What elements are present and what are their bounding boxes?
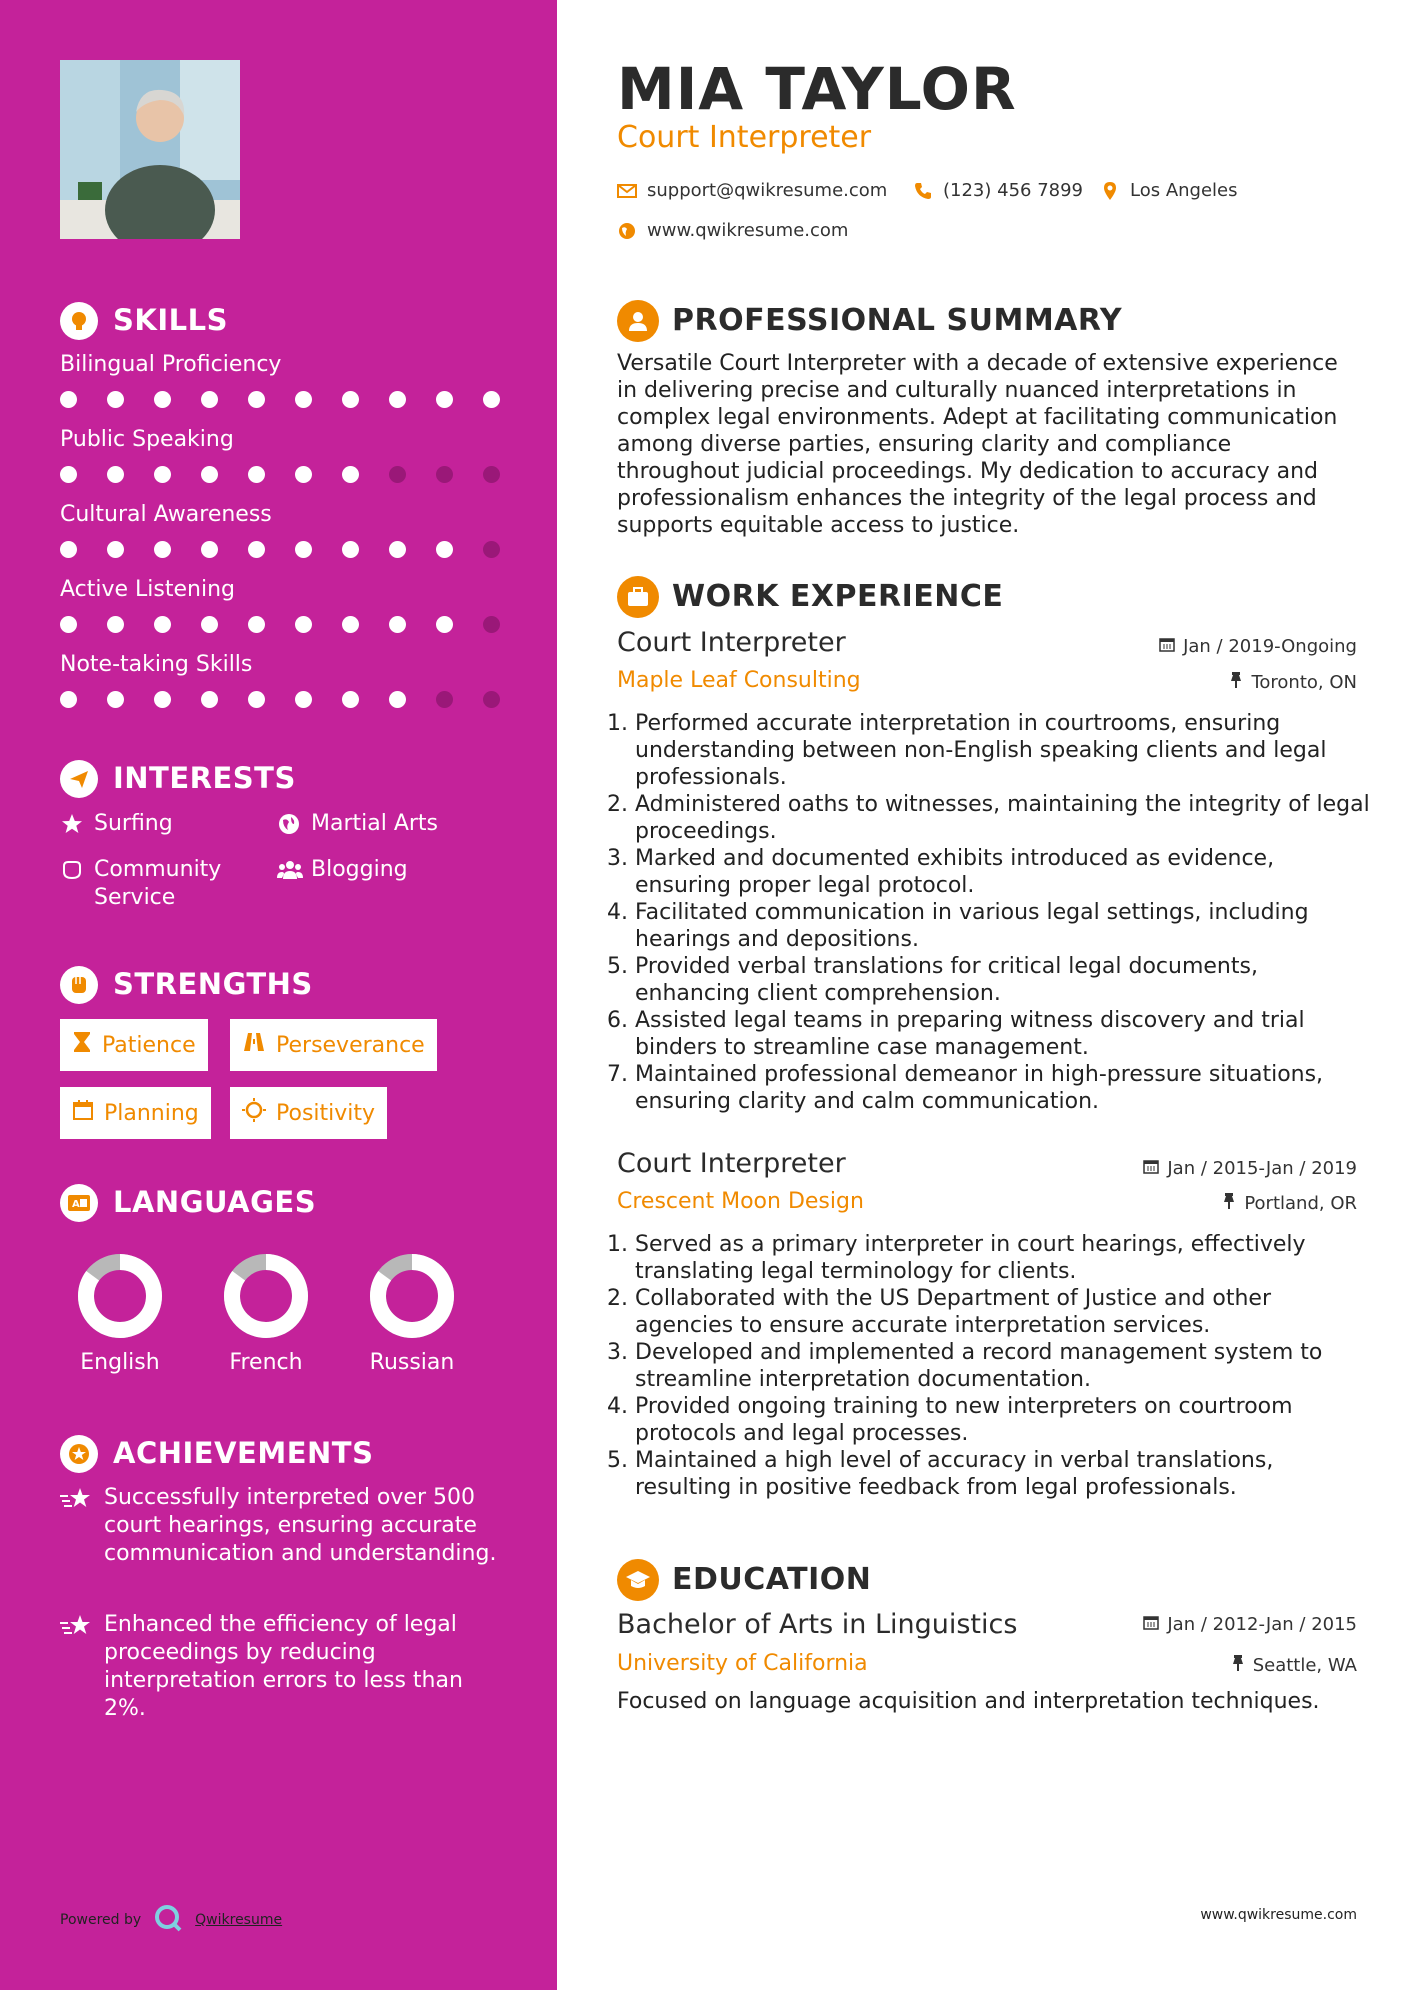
skill-dot [248,541,265,558]
achievement-item: Enhanced the efficiency of legal proceedings by reducing interpretation errors to less than 2%. [60,1611,500,1723]
school-name: University of California [617,1651,868,1676]
globe-icon [617,221,637,241]
skill-dot [248,391,265,408]
interest-item-blogging: Blogging [277,856,408,884]
languages-title: LANGUAGES [113,1185,317,1219]
footer-url[interactable]: www.qwikresume.com [1200,1907,1357,1923]
job-responsibilities [617,1231,1375,1501]
responsibility-item: 5. Provided verbal translations for critical legal documents, enhancing client comprehension. [635,953,1375,1007]
job-location: Toronto, ON [1229,671,1357,694]
interests-title: INTERESTS [113,761,296,795]
skill-dot [342,466,359,483]
contact-email[interactable]: support@qwikresume.com [617,180,887,201]
skill-dot [201,616,218,633]
language-label: French [229,1350,303,1375]
skill-dot [436,691,453,708]
responsibility-item: 6. Assisted legal teams in preparing witness discovery and trial binders to streamline case management. [635,1007,1375,1061]
skill-dot [60,391,77,408]
powered-by: Powered by Qwikresume [60,1903,282,1937]
responsibility-item: 4. Facilitated communication in various legal settings, including hearings and depositions. [635,899,1375,953]
skill-dot [295,616,312,633]
users-icon [277,858,301,882]
skill-dot [201,541,218,558]
pin-icon [1231,1654,1245,1677]
skill-dot [154,466,171,483]
language-ring [60,1250,180,1342]
skill-dot [60,616,77,633]
language-item [352,1250,472,1375]
qwikresume-logo-icon [153,1903,183,1937]
job-company: Maple Leaf Consulting [617,668,861,693]
sidebar [0,0,557,1990]
lightbulb-icon [60,302,98,340]
calendar-icon [1143,1614,1159,1635]
main-content [557,0,1407,1990]
education-title: EDUCATION [672,1562,872,1597]
summary-text: Versatile Court Interpreter with a decade of extensive experience in delivering precise and culturally nuanced interpretations in complex legal environments. Adept at facilitating communication among diverse parties, ensuring clarity and compliance throughout judicial proceedings. My dedication to accuracy and professionalism enhances the integrity of the legal process and supports equitable access to justice. [617,351,1338,538]
interest-item-surfing: Surfing [60,810,173,838]
candidate-title: Court Interpreter [617,120,872,155]
experience-title: WORK EXPERIENCE [672,579,1004,614]
language-item [60,1250,180,1375]
achievement-item: Successfully interpreted over 500 court hearings, ensuring accurate communication and understanding. [60,1484,500,1568]
skill-dot [154,691,171,708]
shooting-star-icon [60,1484,94,1512]
skill-dot [154,541,171,558]
svg-text:A: A [72,1199,80,1210]
strength-tag-positivity: Positivity [230,1087,387,1139]
skill-name: Active Listening [60,577,236,602]
achievements-title: ACHIEVEMENTS [113,1436,374,1470]
skill-dot [436,466,453,483]
skill-dot [60,541,77,558]
phone-icon [913,181,933,201]
skill-name: Bilingual Proficiency [60,352,282,377]
skill-dot [107,466,124,483]
responsibility-item: 1. Performed accurate interpretation in courtrooms, ensuring understanding between non-English speaking clients and legal professionals. [635,710,1375,791]
hand-icon [60,858,84,882]
job-location: Portland, OR [1222,1192,1357,1215]
responsibility-item: 1. Served as a primary interpreter in court hearings, effectively translating legal terminology for clients. [635,1231,1375,1285]
language-label: Russian [369,1350,455,1375]
responsibility-item: 7. Maintained professional demeanor in high-pressure situations, ensuring clarity and calm communication. [635,1061,1375,1115]
skill-dot [436,541,453,558]
skill-dot [248,616,265,633]
graduation-cap-icon [617,1559,659,1601]
language-ring [206,1250,326,1342]
skill-name: Note-taking Skills [60,652,253,677]
skill-level-dots [60,541,530,558]
strength-tag-perseverance: Perseverance [230,1019,437,1071]
skill-dot [154,391,171,408]
map-pin-icon [1100,181,1120,201]
responsibility-item: 5. Maintained a high level of accuracy in verbal translations, resulting in positive feedback from legal professionals. [635,1447,1375,1501]
responsibility-item: 3. Developed and implemented a record management system to streamline interpretation documentation. [635,1339,1375,1393]
skill-dot [295,391,312,408]
strength-tag-planning: Planning [60,1087,211,1139]
skill-dot [201,691,218,708]
education-location: Seattle, WA [1231,1654,1357,1677]
skill-dot [436,616,453,633]
skill-dot [342,616,359,633]
skill-dot [107,691,124,708]
skill-dot [389,691,406,708]
skill-name: Cultural Awareness [60,502,272,527]
star-icon [60,812,84,836]
fist-icon [60,966,98,1004]
skill-dot [154,616,171,633]
contact-website[interactable]: www.qwikresume.com [617,220,848,241]
skill-dot [60,691,77,708]
sun-icon [242,1098,266,1128]
skill-level-dots [60,466,530,483]
skill-dot [436,391,453,408]
skill-dot [107,391,124,408]
job-title: Court Interpreter [617,627,846,658]
skill-dot [483,691,500,708]
road-icon [242,1031,266,1059]
language-item [206,1250,326,1375]
responsibility-item: 4. Provided ongoing training to new interpreters on courtroom protocols and legal processes. [635,1393,1375,1447]
skill-dot [389,616,406,633]
calendar-icon [1159,636,1175,657]
interest-item-martial-arts: Martial Arts [277,810,438,838]
contact-phone[interactable]: (123) 456 7899 [913,180,1083,201]
strength-tag-patience: Patience [60,1019,208,1071]
globe-icon [277,812,301,836]
skill-dot [389,391,406,408]
job-company: Crescent Moon Design [617,1189,864,1214]
contact-location: Los Angeles [1100,180,1238,201]
job-responsibilities [617,710,1375,1115]
skill-level-dots [60,691,530,708]
calendar-icon [72,1099,94,1127]
pin-icon [1222,1192,1236,1215]
language-ring [352,1250,472,1342]
skill-dot [342,391,359,408]
responsibility-item: 2. Administered oaths to witnesses, maintaining the integrity of legal proceedings. [635,791,1375,845]
skill-dot [60,466,77,483]
skill-dot [483,466,500,483]
skill-dot [248,466,265,483]
language-label: English [80,1350,160,1375]
responsibility-item: 2. Collaborated with the US Department of Justice and other agencies to ensure accurate interpretation services. [635,1285,1375,1339]
skill-dot [483,391,500,408]
briefcase-icon [617,576,659,618]
skill-dot [342,541,359,558]
skill-dot [389,541,406,558]
translate-icon [60,1184,98,1222]
responsibility-item: 3. Marked and documented exhibits introduced as evidence, ensuring proper legal protocol. [635,845,1375,899]
strengths-title: STRENGTHS [113,967,313,1001]
skill-dot [107,541,124,558]
calendar-icon [1143,1158,1159,1179]
skill-dot [295,691,312,708]
skill-dot [483,616,500,633]
skill-dot [107,616,124,633]
education-dates: Jan / 2012-Jan / 2015 [1143,1614,1357,1635]
summary-title: PROFESSIONAL SUMMARY [672,303,1123,338]
envelope-icon [617,181,637,201]
profile-photo [60,60,240,239]
job-dates: Jan / 2019-Ongoing [1159,636,1357,657]
shooting-star-icon [60,1611,94,1639]
skill-dot [295,541,312,558]
pin-icon [1229,671,1243,694]
skill-dot [483,541,500,558]
skill-dot [201,466,218,483]
user-icon [617,300,659,342]
education-description: Focused on language acquisition and interpretation techniques. [617,1689,1320,1714]
skill-dot [389,466,406,483]
candidate-name: MIA TAYLOR [617,55,1017,123]
skills-title: SKILLS [113,303,228,337]
job-title: Court Interpreter [617,1148,846,1179]
skill-dot [342,691,359,708]
skill-dot [201,391,218,408]
award-star-icon [60,1435,98,1473]
skill-level-dots [60,616,530,633]
skill-dot [295,466,312,483]
interest-item-community-service: Community Service [60,856,250,912]
skill-dot [248,691,265,708]
skill-level-dots [60,391,530,408]
degree-title: Bachelor of Arts in Linguistics [617,1609,1018,1640]
job-dates: Jan / 2015-Jan / 2019 [1143,1158,1357,1179]
paper-plane-icon [60,760,98,798]
skill-name: Public Speaking [60,427,234,452]
hourglass-icon [72,1030,92,1060]
qwikresume-link[interactable]: Qwikresume [195,1912,283,1928]
